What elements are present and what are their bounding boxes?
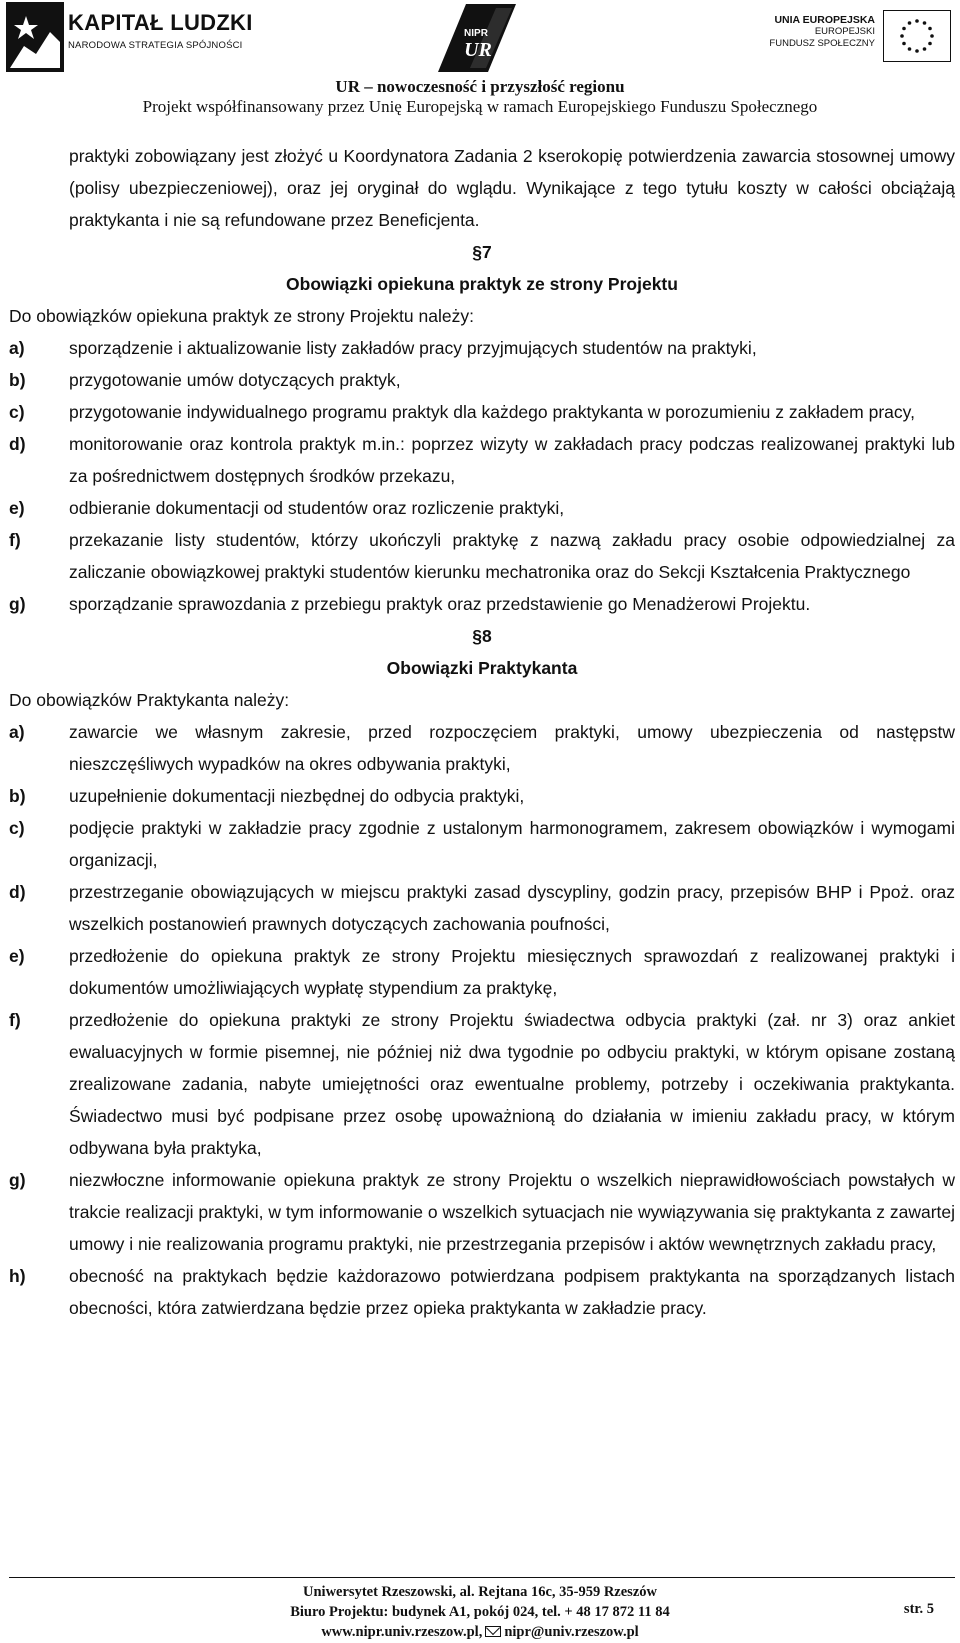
item-text: obecność na praktykach będzie każdorazowo potwierdzana podpisem praktykanta na sporządzanych listach obecności, która zatwierdzana będzie przez opieka praktykanta w zakładzie pracy. bbox=[69, 1266, 955, 1318]
nipr-logo-icon bbox=[436, 2, 518, 74]
item-label: c) bbox=[9, 402, 25, 422]
eu-star-icon bbox=[902, 42, 906, 46]
eu-star-icon bbox=[928, 42, 932, 46]
eu-star-icon bbox=[928, 27, 932, 31]
item-label: b) bbox=[9, 370, 26, 390]
eu-logo bbox=[770, 6, 955, 68]
item-text: uzupełnienie dokumentacji niezbędnej do odbycia praktyki, bbox=[69, 786, 525, 806]
nipr-logo bbox=[436, 2, 518, 74]
item-text: przedłożenie do opiekuna praktyk ze strony Projektu miesięcznych sprawozdań z realizowanej praktyki i dokumentów umożliwiających wypłatę stypendium za praktykę, bbox=[69, 946, 955, 998]
item-label: e) bbox=[9, 946, 25, 966]
list-item bbox=[9, 588, 955, 620]
item-text: przygotowanie umów dotyczących praktyk, bbox=[69, 370, 401, 390]
item-text: podjęcie praktyki w zakładzie pracy zgodnie z ustalonym harmonogramem, zakresem obowiązków i wymogami organizacji, bbox=[69, 818, 955, 870]
kapital-ludzki-emblem-icon bbox=[6, 2, 64, 72]
item-label: g) bbox=[9, 594, 26, 614]
item-label: a) bbox=[9, 338, 25, 358]
eu-star-icon bbox=[908, 47, 912, 51]
item-text: monitorowanie oraz kontrola praktyk m.in.: poprzez wizyty w zakładach pracy podczas realizowanej praktyki lub za pośrednictwem dostępnych środków przekazu, bbox=[69, 434, 955, 486]
footer-email-link[interactable]: nipr@univ.rzeszow.pl bbox=[504, 1624, 639, 1640]
eu-star-icon bbox=[923, 21, 927, 25]
kapital-ludzki-title: KAPITAŁ LUDZKI bbox=[68, 10, 253, 35]
item-text: odbieranie dokumentacji od studentów oraz rozliczenie praktyki, bbox=[69, 498, 565, 518]
section-8-lead: Do obowiązków Praktykanta należy: bbox=[9, 690, 290, 710]
eu-star-icon bbox=[915, 19, 919, 23]
document-body bbox=[9, 140, 955, 1324]
list-item bbox=[9, 428, 955, 492]
item-text: przygotowanie indywidualnego programu praktyk dla każdego praktykanta w porozumieniu z zakładem pracy, bbox=[69, 402, 915, 422]
item-label: d) bbox=[9, 882, 26, 902]
eu-flag-icon bbox=[883, 10, 951, 62]
svg-text:UR: UR bbox=[464, 39, 492, 61]
item-label: f) bbox=[9, 530, 21, 550]
section-8-number: §8 bbox=[472, 626, 492, 646]
page-number: str. 5 bbox=[903, 1601, 934, 1617]
list-item bbox=[9, 364, 955, 396]
footer-website-link[interactable]: www.nipr.univ.rzeszow.pl, bbox=[321, 1624, 483, 1640]
eu-line-3: FUNDUSZ SPOŁECZNY bbox=[769, 38, 875, 49]
eu-logo-text bbox=[769, 14, 875, 50]
header-cofinancing-note: Projekt współfinansowany przez Unię Europejską w ramach Europejskiego Funduszu Społecznego bbox=[142, 97, 818, 116]
list-item bbox=[9, 876, 955, 940]
eu-star-icon bbox=[902, 27, 906, 31]
header-project-name: UR – nowoczesność i przyszłość regionu bbox=[335, 77, 625, 96]
footer-address: Uniwersytet Rzeszowski, al. Rejtana 16c, 35-959 Rzeszów bbox=[303, 1584, 657, 1600]
eu-star-icon bbox=[923, 47, 927, 51]
item-text: zawarcie we własnym zakresie, przed rozpoczęciem praktyki, umowy ubezpieczenia od następstw nieszczęśliwych wypadków na okres odbywania praktyki, bbox=[69, 722, 955, 774]
eu-line-2: EUROPEJSKI bbox=[814, 26, 875, 37]
section-7-title: Obowiązki opiekuna praktyk ze strony Projektu bbox=[286, 274, 678, 294]
item-text: przestrzeganie obowiązujących w miejscu praktyki zasad dyscypliny, godzin pracy, przepisów BHP i Ppoż. oraz wszelkich postanowień prawnych dotyczących zachowania poufności, bbox=[69, 882, 955, 934]
item-text: niezwłoczne informowanie opiekuna praktyk ze strony Projektu o wszelkich nieprawidłowościach powstałych w trakcie realizacji praktyki, w tym informowanie o wszelkich sytuacjach nie wywiązywania się praktykanta z zawartej umowy i nie realizowania programu praktyki, nie przestrzegania przepisów i aktów wewnętrznych zakładu pracy, bbox=[69, 1170, 956, 1254]
list-item bbox=[9, 396, 955, 428]
intro-paragraph: praktyki zobowiązany jest złożyć u Koordynatora Zadania 2 kserokopię potwierdzenia zawarcia stosownej umowy (polisy ubezpieczeniowej), oraz jej oryginał do wglądu. Wynikające z tego tytułu koszty w całości obciążają praktykanta i nie są refundowane przez Beneficjenta. bbox=[69, 146, 955, 230]
eu-star-icon bbox=[908, 21, 912, 25]
item-label: d) bbox=[9, 434, 26, 454]
section-7-lead: Do obowiązków opiekuna praktyk ze strony Projektu należy: bbox=[9, 306, 474, 326]
item-text: sporządzanie sprawozdania z przebiegu praktyk oraz przedstawienie go Menadżerowi Projektu. bbox=[69, 594, 811, 614]
kapital-ludzki-subtitle: NARODOWA STRATEGIA SPÓJNOŚCI bbox=[68, 40, 243, 51]
item-label: b) bbox=[9, 786, 26, 806]
eu-star-icon bbox=[915, 49, 919, 53]
list-item bbox=[9, 940, 955, 1004]
list-item bbox=[9, 332, 955, 364]
section-7-number: §7 bbox=[472, 242, 492, 262]
kapital-ludzki-logo bbox=[6, 2, 253, 72]
list-item bbox=[9, 812, 955, 876]
eu-line-1: UNIA EUROPEJSKA bbox=[774, 14, 875, 26]
section-7-list bbox=[9, 332, 955, 620]
item-text: przedłożenie do opiekuna praktyki ze strony Projektu świadectwa odbycia praktyki (zał. nr 3) oraz ankiet ewaluacyjnych w formie pisemnej, nie później niż dwa tygodnie po odbyciu praktyki, w którym opisane zostaną zrealizowane zadania, nabyte umiejętności oraz ewentualne problemy, potrzeby i oczekiwania praktykanta. Świadectwo musi być podpisane przez osobę upoważnioną do działania w imieniu zakładu pracy, w którym odbywana była praktyka, bbox=[69, 1010, 955, 1158]
footer-office: Biuro Projektu: budynek A1, pokój 024, tel. + 48 17 872 11 84 bbox=[290, 1604, 670, 1620]
item-label: f) bbox=[9, 1010, 21, 1030]
item-text: przekazanie listy studentów, którzy ukończyli praktykę z nazwą zakładu pracy osobie odpowiedzialnej za zaliczanie obowiązkowej praktyki studentów kierunku mechatronika oraz do Sekcji Kształcenia Praktycznego bbox=[69, 530, 955, 582]
page-header bbox=[0, 0, 960, 118]
item-label: h) bbox=[9, 1266, 26, 1286]
nipr-mark-text: NIPR bbox=[464, 28, 488, 39]
list-item bbox=[9, 1004, 955, 1164]
section-8-list bbox=[9, 716, 955, 1324]
list-item bbox=[9, 492, 955, 524]
eu-star-icon bbox=[900, 34, 904, 38]
footer-contacts bbox=[0, 1622, 960, 1642]
page-footer bbox=[0, 1582, 960, 1642]
item-label: g) bbox=[9, 1170, 26, 1190]
list-item bbox=[9, 716, 955, 780]
item-label: c) bbox=[9, 818, 25, 838]
item-label: e) bbox=[9, 498, 25, 518]
list-item bbox=[9, 524, 955, 588]
footer-divider bbox=[9, 1577, 955, 1578]
section-8-title: Obowiązki Praktykanta bbox=[386, 658, 578, 678]
list-item bbox=[9, 780, 955, 812]
list-item bbox=[9, 1164, 955, 1260]
list-item bbox=[9, 1260, 955, 1324]
eu-star-icon bbox=[930, 34, 934, 38]
item-text: sporządzenie i aktualizowanie listy zakładów pracy przyjmujących studentów na praktyki, bbox=[69, 338, 757, 358]
envelope-icon bbox=[485, 1626, 501, 1637]
item-label: a) bbox=[9, 722, 25, 742]
